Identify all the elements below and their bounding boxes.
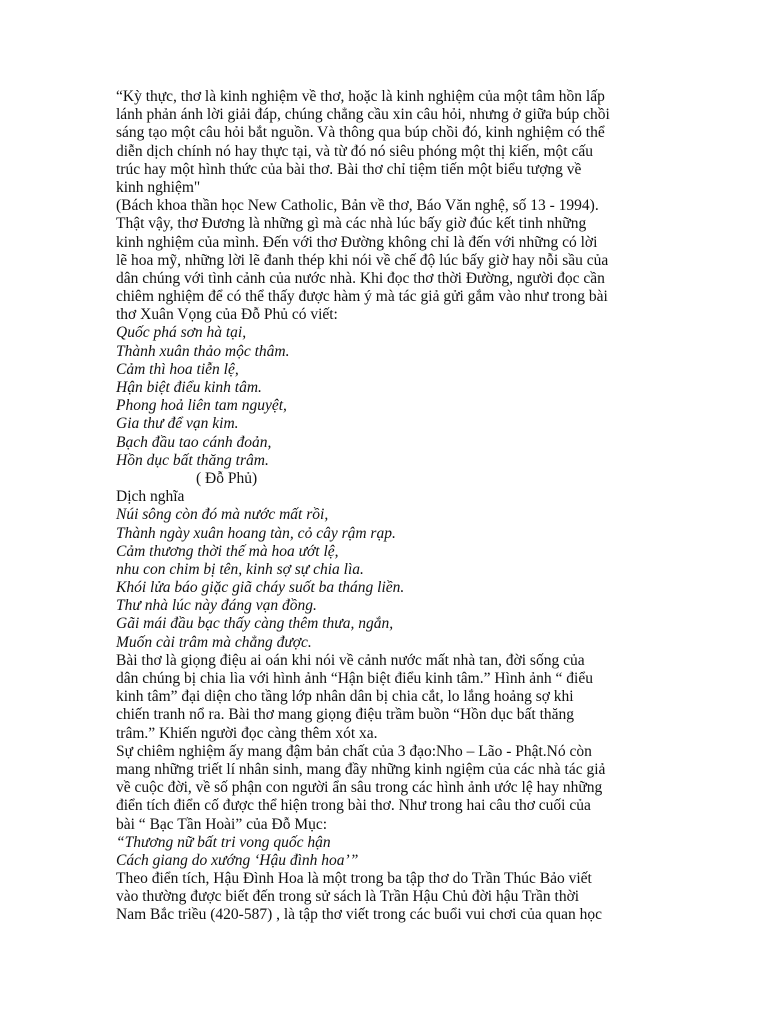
- poem-attribution: ( Đỗ Phủ): [196, 469, 258, 487]
- text-line: thơ Xuân Vọng của Đỗ Phủ có viết:: [116, 306, 338, 324]
- text-line: trúc hay một hình thức của bài thơ. Bài thơ chỉ tiệm tiến một biểu tượng về: [116, 160, 582, 178]
- poem-line: Cách giang do xướng ‘Hậu đình hoa’”: [116, 851, 359, 869]
- poem-line: “Thương nữ bất tri vong quốc hận: [116, 833, 331, 851]
- poem-line: Phong hoả liên tam nguyệt,: [116, 397, 287, 415]
- text-line: Bài thơ là giọng điệu ai oán khi nói về cảnh nước mất nhà tan, đời sống của: [116, 651, 585, 669]
- text-line: về cuộc đời, về số phận con người ẩn sâu trong các hình ảnh ước lệ hay những: [116, 779, 603, 797]
- poem-line: Hồn dục bất thăng trâm.: [116, 451, 269, 469]
- text-line: bài “ Bạc Tần Hoài” của Đỗ Mục:: [116, 815, 328, 833]
- text-line: kinh tâm” đại diện cho tầng lớp nhân dân bị chia cắt, lo lắng hoảng sợ khi: [116, 688, 574, 706]
- poem-line: Cảm thương thời thế mà hoa ướt lệ,: [116, 542, 339, 560]
- poem-line: Khói lửa báo giặc giã cháy suốt ba tháng liền.: [116, 579, 405, 597]
- text-line: Theo điển tích, Hậu Đình Hoa là một trong ba tập thơ do Trần Thúc Bảo viết: [116, 870, 592, 888]
- text-line: “Kỳ thực, thơ là kinh nghiệm về thơ, hoặc là kinh nghiệm của một tâm hồn lấp: [116, 88, 605, 105]
- poem-line: Bạch đầu tao cánh đoản,: [116, 433, 272, 451]
- poem-line: Núi sông còn đó mà nước mất rồi,: [116, 506, 329, 524]
- text-line: trâm.” Khiến người đọc càng thêm xót xa.: [116, 724, 378, 742]
- text-line: chiêm nghiệm để có thể thấy được hàm ý mà tác giả gửi gắm vào như trong bài: [116, 288, 608, 306]
- text-line: sáng tạo một câu hỏi bắt nguồn. Và thông qua búp chồi đó, kinh nghiệm có thể: [116, 124, 605, 142]
- text-line: lẽ hoa mỹ, những lời lẽ đanh thép khi nói về chế độ lúc bấy giờ hay nỗi sầu của: [116, 251, 609, 269]
- text-line: Nam Bắc triều (420-587) , là tập thơ viết trong các buổi vui chơi của quan học: [116, 906, 602, 924]
- text-line: mang những triết lí nhân sinh, mang đầy những kinh ngiệm của các nhà tác giả: [116, 760, 606, 778]
- text-line: (Bách khoa thần học New Catholic, Bản về thơ, Báo Văn nghệ, số 13 - 1994).: [116, 197, 599, 215]
- poem-line: Cảm thì hoa tiễn lệ,: [116, 360, 239, 378]
- text-line: diễn dịch chính nó hay thực tại, và từ đó nó siêu phóng một thị kiến, một cấu: [116, 142, 593, 160]
- document-page: [116, 88, 656, 925]
- poem-line: Thư nhà lúc này đáng vạn đồng.: [116, 597, 317, 615]
- poem-line: Quốc phá sơn hà tại,: [116, 324, 247, 342]
- text-line: lánh phản ánh lời giải đáp, chúng chẳng cầu xin câu hỏi, nhưng ở giữa búp chồi: [116, 106, 610, 124]
- text-line: dân chúng với tình cảnh của nước nhà. Khi đọc thơ thời Đường, người đọc cần: [116, 269, 605, 287]
- text-line: kinh nghiệm": [116, 178, 201, 196]
- text-line: kinh nghiệm của mình. Đến với thơ Đường không chỉ là đến với những có lời: [116, 233, 598, 251]
- poem-line: nhu con chim bị tên, kinh sợ sự chia lìa.: [116, 560, 364, 578]
- poem-line: Thành xuân thảo mộc thâm.: [116, 342, 290, 360]
- text-line: điển tích điển cố được thể hiện trong bài thơ. Như trong hai câu thơ cuối của: [116, 797, 591, 815]
- poem-line: Hận biệt điểu kinh tâm.: [116, 379, 262, 396]
- text-line: Sự chiêm nghiệm ấy mang đậm bản chất của 3 đạo:Nho – Lão - Phật.Nó còn: [116, 742, 592, 760]
- text-line: vào thường được biết đến trong sử sách là Trần Hậu Chủ đời hậu Trần thời: [116, 888, 580, 906]
- text-line: dân chúng bị chia lìa với hình ảnh “Hận biệt điểu kinh tâm.” Hình ảnh “ điểu: [116, 670, 593, 687]
- poem-line: Thành ngày xuân hoang tàn, cỏ cây rậm rạp.: [116, 524, 396, 542]
- text-line: chiến tranh nổ ra. Bài thơ mang giọng điệu trầm buồn “Hồn dục bất thăng: [116, 706, 575, 724]
- poem-line: Gãi mái đầu bạc thấy càng thêm thưa, ngắn,: [116, 615, 394, 633]
- poem-line: Muốn cài trâm mà chẳng được.: [116, 633, 312, 651]
- poem-line: Gia thư để vạn kim.: [116, 415, 239, 433]
- text-line: Dịch nghĩa: [116, 488, 185, 506]
- text-line: Thật vậy, thơ Đương là những gì mà các nhà lúc bấy giờ đúc kết tinh những: [116, 215, 587, 233]
